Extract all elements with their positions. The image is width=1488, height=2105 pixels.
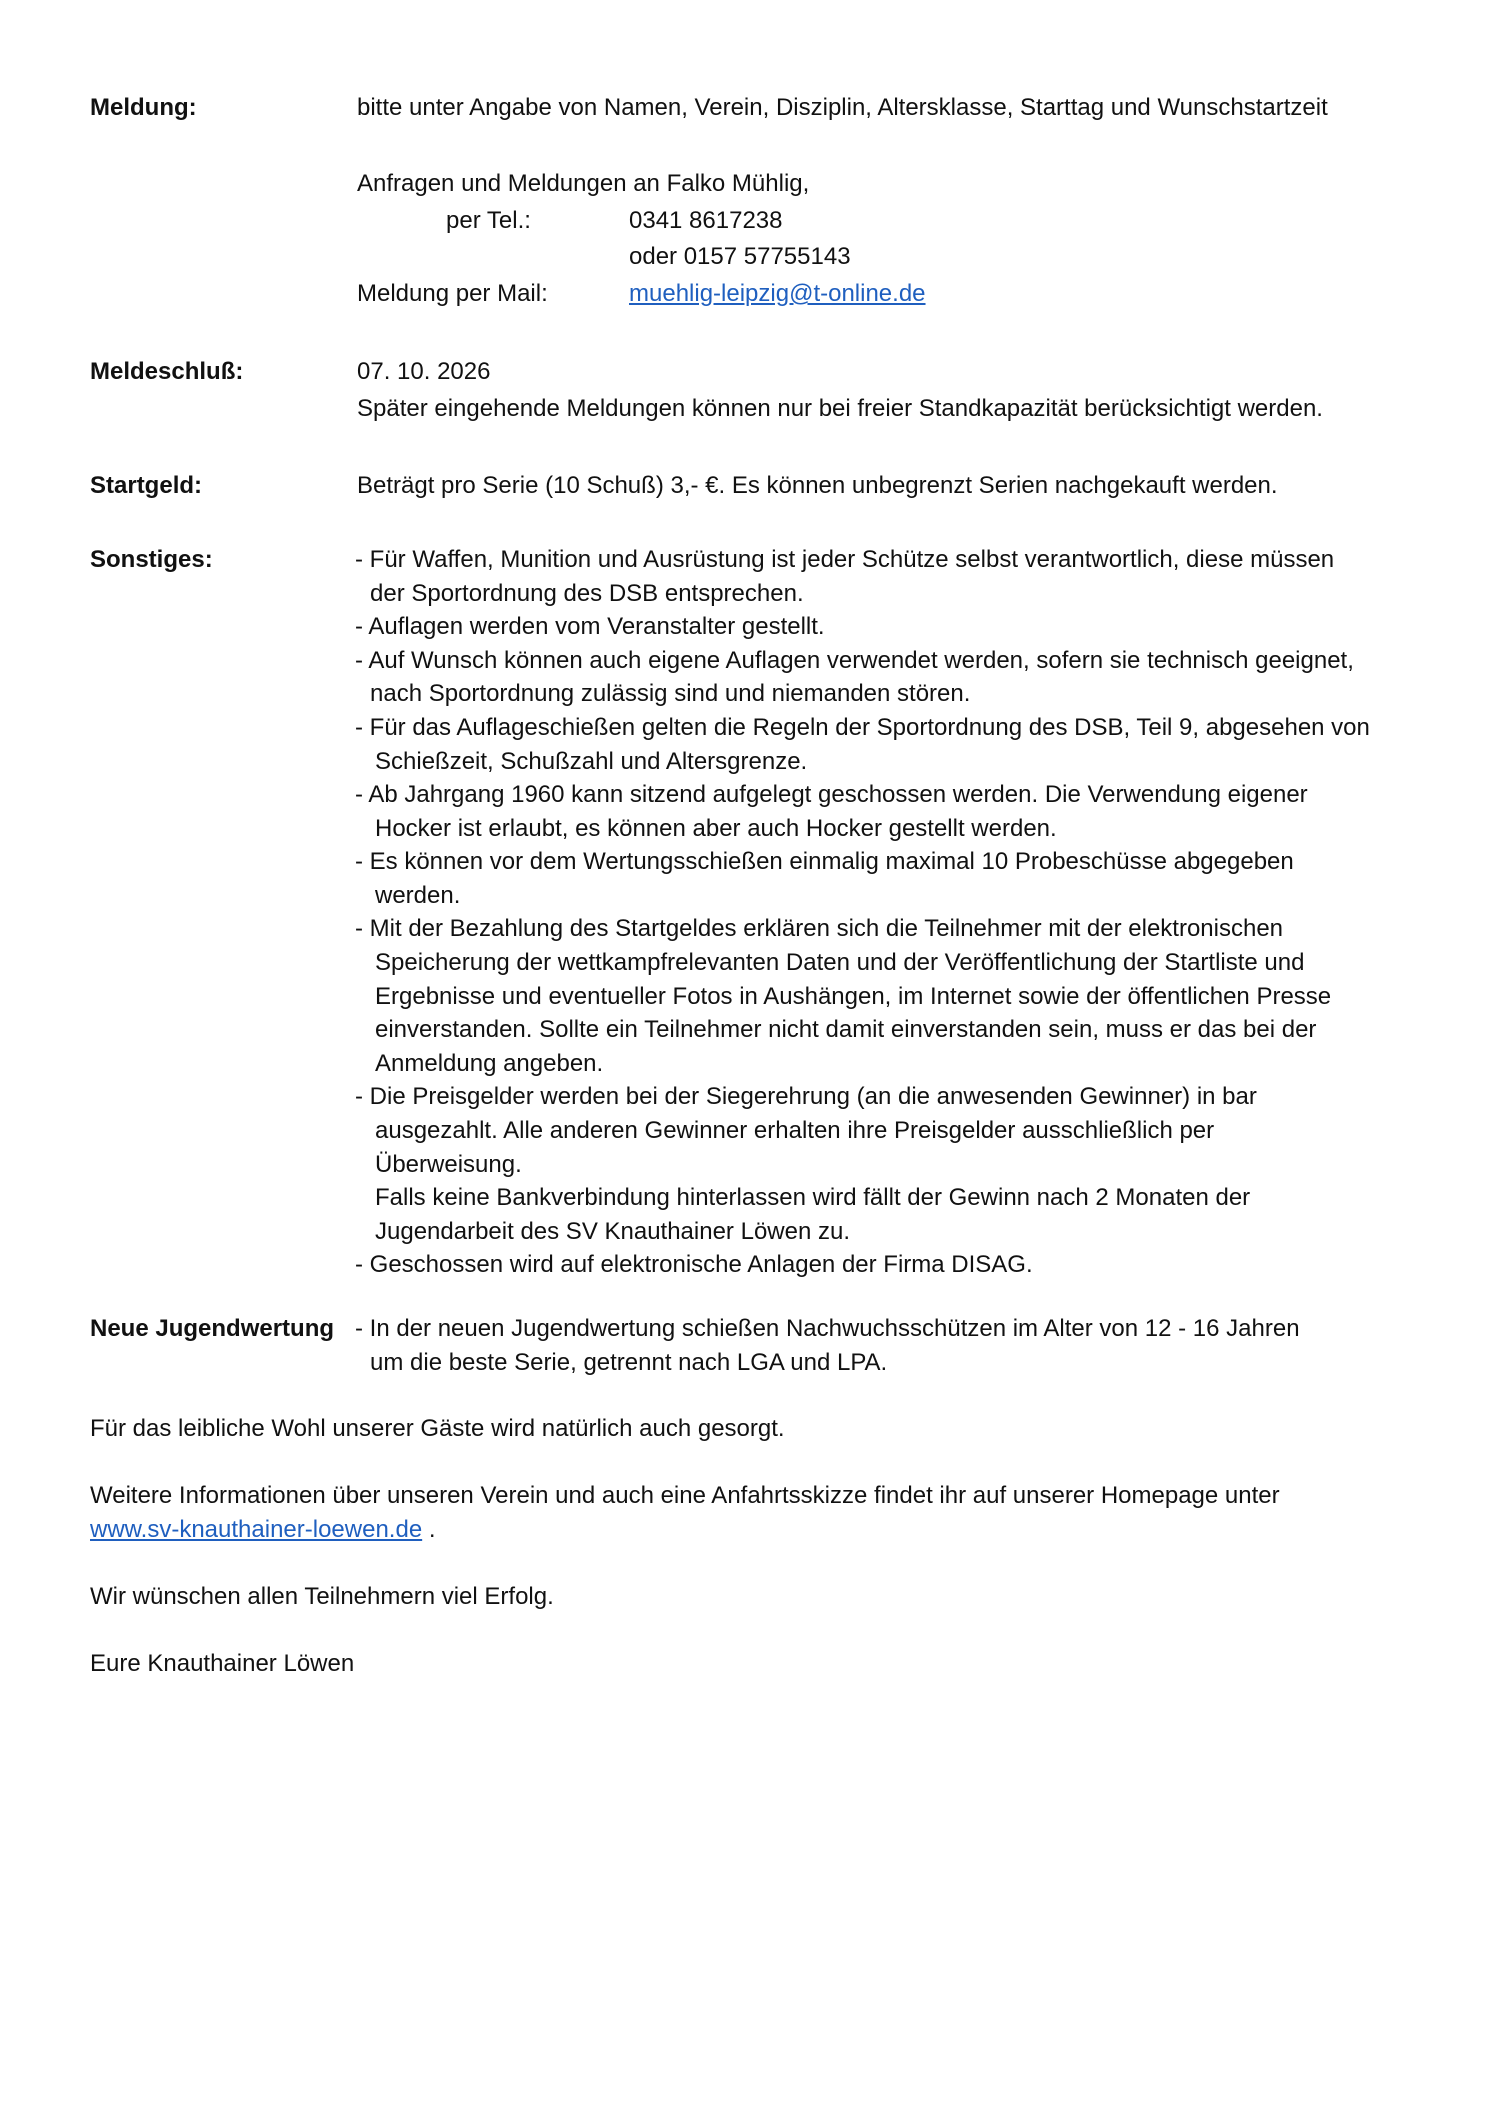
meldung-label: Meldung: [90, 94, 197, 121]
sonstiges-line: Hocker ist erlaubt, es können aber auch Hocker gestellt werden. [375, 815, 1057, 842]
sonstiges-line: Überweisung. [375, 1151, 522, 1178]
sonstiges-line: - Die Preisgelder werden bei der Siegerehrung (an die anwesenden Gewinner) in bar [355, 1083, 1257, 1110]
meldeschluss-note: Später eingehende Meldungen können nur bei freier Standkapazität berücksichtigt werden. [357, 395, 1323, 422]
meldeschluss-label: Meldeschluß: [90, 358, 244, 385]
sonstiges-line: - Es können vor dem Wertungsschießen einmalig maximal 10 Probeschüsse abgegeben [355, 848, 1294, 875]
sonstiges-line: Ergebnisse und eventueller Fotos in Aushängen, im Internet sowie der öffentlichen Presse [375, 983, 1332, 1010]
signature: Eure Knauthainer Löwen [90, 1650, 355, 1677]
jugendwertung-line: - In der neuen Jugendwertung schießen Nachwuchsschützen im Alter von 12 - 16 Jahren [355, 1315, 1300, 1342]
sonstiges-line: werden. [375, 882, 461, 909]
mail-link[interactable]: muehlig-leipzig@t-online.de [629, 280, 926, 307]
sonstiges-line: Falls keine Bankverbindung hinterlassen wird fällt der Gewinn nach 2 Monaten der [375, 1184, 1251, 1211]
homepage-suffix: . [422, 1516, 436, 1543]
sonstiges-line: - Geschossen wird auf elektronische Anlagen der Firma DISAG. [355, 1251, 1033, 1278]
mail-label: Meldung per Mail: [357, 280, 548, 307]
sonstiges-line: - Für Waffen, Munition und Ausrüstung ist jeder Schütze selbst verantwortlich, diese müssen [355, 546, 1335, 573]
sonstiges-line: nach Sportordnung zulässig sind und niemanden stören. [370, 680, 971, 707]
sonstiges-line: - Mit der Bezahlung des Startgeldes erklären sich die Teilnehmer mit der elektronischen [355, 915, 1284, 942]
sonstiges-line: der Sportordnung des DSB entsprechen. [370, 580, 804, 607]
jugendwertung-label: Neue Jugendwertung [90, 1315, 335, 1342]
sonstiges-line: Speicherung der wettkampfrelevanten Daten und der Veröffentlichung der Startliste und [375, 949, 1305, 976]
sonstiges-line: - Auflagen werden vom Veranstalter gestellt. [355, 613, 825, 640]
sonstiges-label: Sonstiges: [90, 546, 213, 573]
sonstiges-line: einverstanden. Sollte ein Teilnehmer nicht damit einverstanden sein, muss er das bei der [375, 1016, 1317, 1043]
catering-note: Für das leibliche Wohl unserer Gäste wird natürlich auch gesorgt. [90, 1415, 785, 1442]
homepage-line [90, 1513, 436, 1547]
sonstiges-line: Jugendarbeit des SV Knauthainer Löwen zu. [375, 1218, 850, 1245]
info-text: Weitere Informationen über unseren Verein und auch eine Anfahrtsskizze findet ihr auf unserer Homepage unter [90, 1482, 1280, 1509]
jugendwertung-line: um die beste Serie, getrennt nach LGA und LPA. [370, 1349, 888, 1376]
meldung-text: bitte unter Angabe von Namen, Verein, Disziplin, Altersklasse, Starttag und Wunschstartzeit [357, 94, 1328, 121]
sonstiges-line: - Für das Auflageschießen gelten die Regeln der Sportordnung des DSB, Teil 9, abgesehen von [355, 714, 1370, 741]
startgeld-label: Startgeld: [90, 472, 203, 499]
sonstiges-line: ausgezahlt. Alle anderen Gewinner erhalten ihre Preisgelder ausschließlich per [375, 1117, 1215, 1144]
contact-line: Anfragen und Meldungen an Falko Mühlig, [357, 170, 810, 197]
sonstiges-line: Anmeldung angeben. [375, 1050, 604, 1077]
sonstiges-line: Schießzeit, Schußzahl und Altersgrenze. [375, 748, 808, 775]
startgeld-text: Beträgt pro Serie (10 Schuß) 3,- €. Es können unbegrenzt Serien nachgekauft werden. [357, 472, 1278, 499]
sonstiges-line: - Auf Wunsch können auch eigene Auflagen verwendet werden, sofern sie technisch geeignet, [355, 647, 1354, 674]
good-luck-text: Wir wünschen allen Teilnehmern viel Erfolg. [90, 1583, 554, 1610]
tel-number-2: oder 0157 57755143 [629, 243, 851, 270]
tel-number-1: 0341 8617238 [629, 207, 783, 234]
meldeschluss-date: 07. 10. 2026 [357, 358, 491, 385]
tel-label: per Tel.: [446, 207, 531, 234]
sonstiges-line: - Ab Jahrgang 1960 kann sitzend aufgelegt geschossen werden. Die Verwendung eigener [355, 781, 1308, 808]
homepage-link[interactable]: www.sv-knauthainer-loewen.de [90, 1516, 423, 1543]
